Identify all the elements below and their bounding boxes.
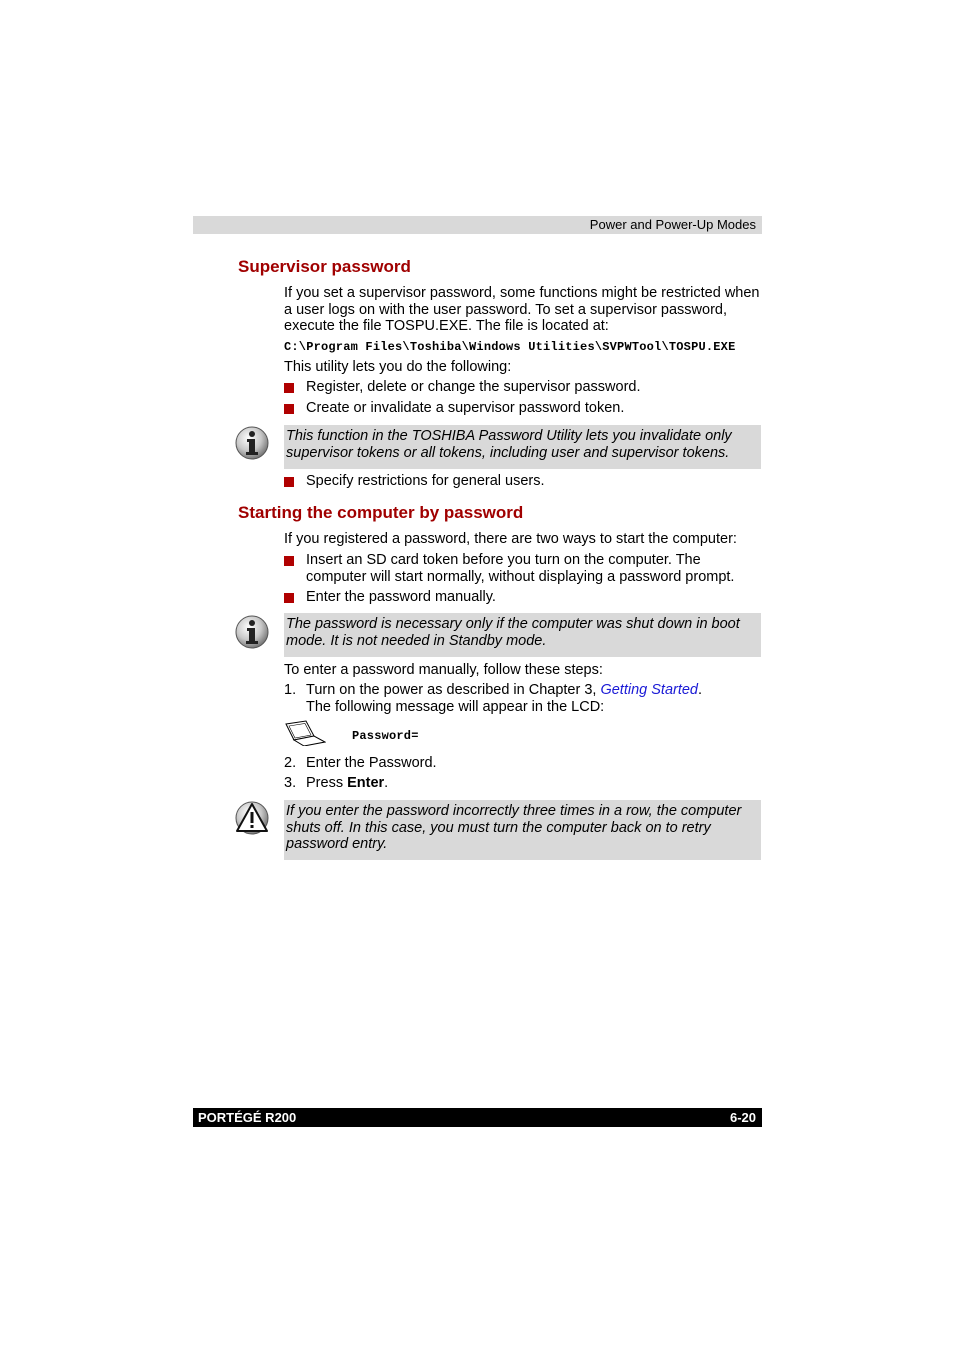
warning-box	[284, 800, 761, 860]
product-model: PORTÉGÉ R200	[198, 1110, 297, 1125]
list-item-text: Register, delete or change the supervisor password.	[306, 379, 641, 395]
file-path: C:\Program Files\Toshiba\Windows Utilities\SVPWTool\TOSPU.EXE	[284, 340, 736, 354]
warning-text: If you enter the password incorrectly three times in a row, the computer shuts off. In this case, you must turn the computer back on to retry password entry.	[286, 803, 742, 852]
info-icon	[234, 614, 270, 650]
note-box	[284, 613, 761, 657]
steps-lead: To enter a password manually, follow these steps:	[284, 662, 603, 678]
step-text: Press Enter.	[306, 775, 389, 791]
starting-intro: If you registered a password, there are two ways to start the computer:	[284, 531, 737, 547]
step-text: Turn on the power as described in Chapter 3, Getting Started. The following message will appear in the LCD:	[306, 682, 703, 715]
getting-started-link[interactable]: Getting Started	[600, 682, 698, 698]
step-number: 2.	[284, 755, 297, 771]
bullet-square	[284, 404, 294, 414]
warning-icon	[234, 800, 270, 836]
note-box	[284, 425, 761, 469]
lcd-message: Password=	[352, 729, 419, 743]
utility-lead: This utility lets you do the following:	[284, 359, 512, 375]
step-number: 3.	[284, 775, 297, 791]
running-footer	[193, 1108, 762, 1127]
running-header	[193, 216, 762, 234]
note-text: The password is necessary only if the computer was shut down in boot mode. It is not needed in Standby mode.	[286, 616, 740, 649]
bullet-square	[284, 556, 294, 566]
supervisor-intro: If you set a supervisor password, some functions might be restricted when a user logs on with the user password. To set a supervisor password, execute the file TOSPU.EXE. The file is located at:	[284, 285, 760, 334]
lcd-laptop-icon	[284, 720, 326, 746]
bullet-square	[284, 593, 294, 603]
list-item-text: Enter the password manually.	[306, 589, 496, 605]
section-heading-supervisor-password: Supervisor password	[238, 257, 411, 276]
bullet-square	[284, 477, 294, 487]
bullet-square	[284, 383, 294, 393]
page-number: 6-20	[729, 1110, 756, 1125]
section-heading-starting-by-password: Starting the computer by password	[238, 503, 524, 522]
info-icon	[234, 425, 270, 461]
chapter-title: Power and Power-Up Modes	[589, 217, 756, 232]
note-text: This function in the TOSHIBA Password Utility lets you invalidate only supervisor tokens or all tokens, including user and supervisor tokens.	[286, 428, 732, 461]
list-item-text: Insert an SD card token before you turn on the computer. The computer will start normally, without displaying a password prompt.	[306, 552, 735, 585]
step-number: 1.	[284, 682, 297, 698]
list-item-text: Specify restrictions for general users.	[306, 473, 545, 489]
step-text: Enter the Password.	[306, 755, 437, 771]
list-item-text: Create or invalidate a supervisor password token.	[306, 400, 625, 416]
